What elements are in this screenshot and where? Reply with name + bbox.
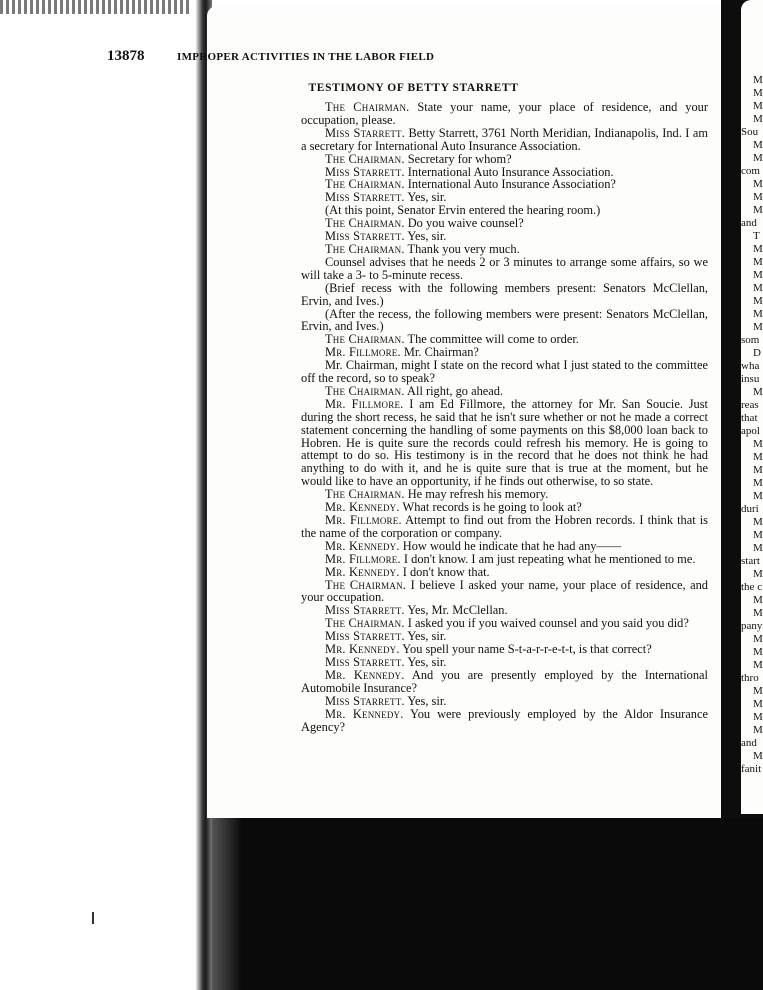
testimony-paragraph: [301, 101, 708, 127]
speaker-name: Mr. Fillmore.: [325, 513, 402, 527]
speaker-name: Mr. Kennedy.: [325, 667, 405, 682]
facing-page-text-fragment: Sou: [741, 126, 759, 138]
facing-page-text-fragment: som: [741, 334, 760, 346]
facing-page-text-fragment: M: [753, 295, 763, 307]
speaker-name: The Chairman.: [325, 577, 407, 592]
paragraph-text: Yes, sir.: [404, 693, 447, 708]
paragraph-text: Yes, sir.: [404, 629, 447, 644]
speaker-name: Mr. Kennedy.: [325, 642, 400, 657]
facing-page-text-fragment: M: [753, 542, 763, 554]
facing-page-text-fragment: M: [753, 87, 763, 99]
paragraph-text: (At this point, Senator Ervin entered the hearing room.): [325, 203, 601, 218]
facing-page-text-fragment: M: [753, 386, 763, 398]
paragraph-text: Do you waive counsel?: [404, 216, 524, 231]
facing-page-text-fragment: fanit: [741, 763, 762, 775]
facing-page-text-fragment: M: [753, 477, 763, 489]
testimony-paragraph: [301, 398, 708, 488]
facing-page-fragment: [741, 0, 763, 814]
paragraph-text: How would he indicate that he had any——: [399, 538, 622, 553]
facing-page-text-fragment: M: [753, 529, 763, 541]
paragraph-text: Yes, Mr. McClellan.: [404, 603, 508, 618]
testimony-paragraph: [301, 308, 708, 334]
facing-page-text-fragment: M: [753, 204, 763, 216]
speaker-name: Miss Starrett.: [325, 164, 405, 179]
speaker-name: Miss Starrett.: [325, 693, 405, 708]
facing-page-text-fragment: M: [753, 698, 763, 710]
speaker-name: Mr. Fillmore.: [325, 551, 401, 566]
paragraph-text: (Brief recess with the following members present: Senators McClellan, Ervin, and Ives.): [301, 280, 708, 308]
paragraph-text: I am Ed Fillmore, the attorney for Mr. San Soucie. Just during the short recess, he said that he isn't sure whether or not he made a correct statement concerning the handling of some payments on this $8,000 loan back to Hobren. He is quite sure the records could refresh his memory. He is going to attempt to do so. His testimony is in the record that he does not think he had anything to do with it, and he is quite sure that is true at the moment, but he would like to have an opportunity, if he finds out otherwise, to so state.: [301, 396, 708, 489]
facing-page-text-fragment: T: [753, 230, 760, 242]
testimony-paragraph: [301, 127, 708, 153]
paragraph-text: And you are presently employed by the International Automobile Insurance?: [301, 667, 708, 695]
facing-page-text-fragment: thro: [741, 672, 759, 684]
speaker-name: Mr. Kennedy.: [325, 538, 400, 553]
facing-page-text-fragment: M: [753, 256, 763, 268]
facing-page-text-fragment: and: [741, 737, 757, 749]
speaker-name: Mr. Fillmore.: [325, 345, 401, 360]
facing-page-text-fragment: M: [753, 308, 763, 320]
facing-page-text-fragment: M: [753, 516, 763, 528]
paragraph-text: (After the recess, the following members were present: Senators McClellan, Ervin, and Ives.): [301, 306, 708, 334]
scan-left-margin: [0, 0, 203, 990]
facing-page-text-fragment: start: [741, 555, 760, 567]
paragraph-text: Attempt to find out from the Hobren records. I think that is the name of the corporation or company.: [301, 513, 708, 540]
speaker-name: Miss Starrett.: [325, 654, 405, 669]
speaker-name: The Chairman.: [325, 100, 410, 114]
speaker-name: The Chairman.: [325, 216, 405, 231]
facing-page-text-fragment: M: [753, 685, 763, 697]
facing-page-text-fragment: M: [753, 594, 763, 606]
paragraph-text: You were previously employed by the Aldor Insurance Agency?: [301, 706, 709, 734]
speaker-name: Miss Starrett.: [325, 190, 405, 205]
facing-page-text-fragment: that: [741, 412, 758, 424]
testimony-paragraph: [301, 579, 708, 605]
paragraph-text: All right, go ahead.: [404, 383, 504, 398]
speaker-name: The Chairman.: [325, 383, 405, 398]
running-head: IMPROPER ACTIVITIES IN THE LABOR FIELD: [177, 51, 435, 63]
facing-page-text-fragment: M: [753, 568, 763, 580]
paragraph-text: I asked you if you waived counsel and you said you did?: [404, 616, 689, 631]
facing-page-text-fragment: M: [753, 438, 763, 450]
scan-top-artifact: [0, 0, 190, 14]
facing-page-text-fragment: M: [753, 243, 763, 255]
facing-page-text-fragment: M: [753, 269, 763, 281]
paragraph-text: You spell your name S-t-a-r-r-e-t-t, is that correct?: [399, 642, 652, 657]
paragraph-text: I don't know. I am just repeating what he mentioned to me.: [400, 551, 696, 566]
testimony-paragraph: [301, 282, 708, 308]
speaker-name: Mr. Kennedy.: [325, 564, 400, 579]
facing-page-text-fragment: M: [753, 607, 763, 619]
speaker-name: The Chairman.: [325, 616, 405, 631]
speaker-name: Miss Starrett.: [325, 629, 405, 644]
facing-page-text-fragment: M: [753, 178, 763, 190]
paragraph-text: Thank you very much.: [404, 241, 520, 256]
speaker-name: The Chairman.: [325, 487, 405, 502]
scan-margin-mark: [92, 912, 94, 924]
speaker-name: Miss Starrett.: [325, 603, 405, 618]
paragraph-text: Mr. Chairman?: [400, 345, 479, 360]
speaker-name: Mr. Kennedy.: [325, 706, 404, 721]
paragraph-text: The committee will come to order.: [404, 332, 579, 347]
paragraph-text: State your name, your place of residence, and your occupation, please.: [301, 100, 708, 127]
facing-page-text-fragment: pany: [741, 620, 763, 632]
testimony-paragraph: [301, 359, 708, 385]
facing-page-text-fragment: M: [753, 451, 763, 463]
facing-page-text-fragment: M: [753, 659, 763, 671]
speaker-name: The Chairman.: [325, 177, 405, 192]
page-header: [107, 48, 527, 66]
facing-page-text-fragment: D: [753, 347, 761, 359]
facing-page-text-fragment: insu: [741, 373, 760, 385]
testimony-paragraph: [301, 669, 708, 695]
paragraph-text: Betty Starrett, 3761 North Meridian, Indianapolis, Ind. I am a secretary for International Auto Insurance Association.: [301, 125, 708, 153]
paragraph-text: Yes, sir.: [404, 190, 447, 205]
facing-page-text-fragment: M: [753, 750, 763, 762]
paragraph-text: I don't know that.: [399, 564, 490, 579]
testimony-paragraph: [301, 708, 708, 734]
paragraph-text: What records is he going to look at?: [399, 500, 582, 515]
paragraph-text: He may refresh his memory.: [404, 487, 549, 502]
facing-page-text-fragment: M: [753, 139, 763, 151]
facing-page-text-fragment: M: [753, 74, 763, 86]
facing-page-text-fragment: M: [753, 464, 763, 476]
speaker-name: The Chairman.: [325, 332, 405, 347]
facing-page-text-fragment: M: [753, 321, 763, 333]
facing-page-text-fragment: apol: [741, 425, 760, 437]
testimony-body: [301, 101, 708, 733]
paragraph-text: I believe I asked your name, your place of residence, and your occupation.: [301, 577, 708, 605]
facing-page-text-fragment: M: [753, 282, 763, 294]
paragraph-text: International Auto Insurance Association?: [404, 177, 616, 192]
paragraph-text: Secretary for whom?: [404, 151, 512, 166]
facing-page-text-fragment: reas: [741, 399, 759, 411]
facing-page-text-fragment: M: [753, 113, 763, 125]
paragraph-text: Yes, sir.: [404, 654, 447, 669]
facing-page-text-fragment: M: [753, 646, 763, 658]
facing-page-text-fragment: M: [753, 724, 763, 736]
speaker-name: The Chairman.: [325, 151, 405, 166]
paragraph-text: International Auto Insurance Association.: [404, 164, 614, 179]
speaker-name: Mr. Fillmore.: [325, 396, 404, 411]
facing-page-text-fragment: com: [741, 165, 760, 177]
facing-page-text-fragment: wha: [741, 360, 760, 372]
facing-page-text-fragment: M: [753, 191, 763, 203]
facing-page-text-fragment: M: [753, 711, 763, 723]
paragraph-text: Mr. Chairman, might I state on the record what I just stated to the committee off the record, so to speak?: [301, 358, 708, 386]
facing-page-text-fragment: M: [753, 152, 763, 164]
paragraph-text: Yes, sir.: [404, 229, 447, 244]
facing-page-text-fragment: duri: [741, 503, 759, 515]
scan-bottom-shadow: [212, 818, 763, 990]
facing-page-text-fragment: the c: [741, 581, 763, 593]
facing-page-text-fragment: M: [753, 100, 763, 112]
speaker-name: Mr. Kennedy.: [325, 500, 400, 515]
speaker-name: Miss Starrett.: [325, 229, 405, 244]
facing-page-text-fragment: and: [741, 217, 757, 229]
testimony-paragraph: [301, 514, 708, 540]
page-number: 13878: [107, 48, 145, 64]
facing-page-text-fragment: M: [753, 633, 763, 645]
paragraph-text: Counsel advises that he needs 2 or 3 minutes to arrange some affairs, so we will take a 3- to 5-minute recess.: [301, 254, 708, 282]
scan-bottom-gradient: [212, 818, 242, 990]
speaker-name: The Chairman.: [325, 241, 405, 256]
speaker-name: Miss Starrett.: [325, 125, 406, 140]
testimony-paragraph: [301, 256, 708, 282]
section-title: [0, 82, 763, 94]
section-title-text: TESTIMONY OF BETTY STARRETT: [308, 82, 519, 94]
facing-page-text-fragment: M: [753, 490, 763, 502]
